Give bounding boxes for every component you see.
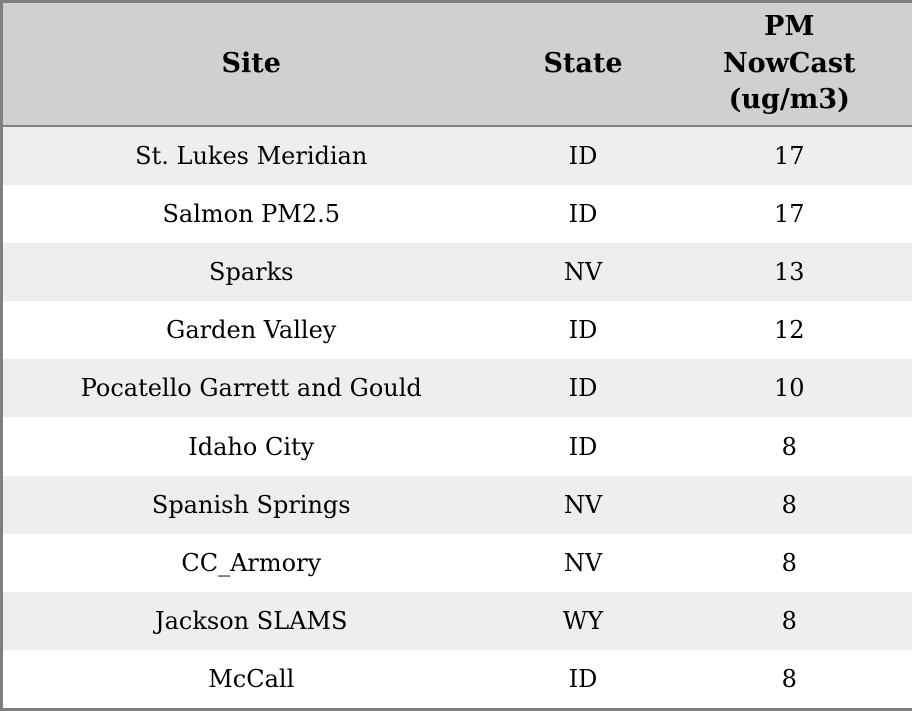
- pm-nowcast-cell: 8: [781, 606, 797, 635]
- site-cell: Sparks: [209, 258, 294, 287]
- table-row: [2, 243, 912, 301]
- pm-nowcast-cell: 17: [773, 200, 805, 229]
- state-cell: NV: [563, 548, 603, 577]
- header-row: [2, 2, 912, 127]
- state-cell: WY: [562, 606, 604, 635]
- table-row: [2, 359, 912, 417]
- pm-nowcast-cell: 8: [781, 548, 797, 577]
- site-cell: St. Lukes Meridian: [135, 142, 368, 171]
- pm-nowcast-cell: 17: [773, 142, 805, 171]
- state-cell: ID: [568, 664, 598, 693]
- table-row: [2, 650, 912, 710]
- table-header: [2, 2, 912, 127]
- table-row: [2, 301, 912, 359]
- table-row: [2, 417, 912, 475]
- state-cell: ID: [568, 374, 598, 403]
- site-cell: Idaho City: [188, 432, 315, 461]
- pm-nowcast-cell: 8: [781, 432, 797, 461]
- site-cell: Jackson SLAMS: [155, 606, 348, 635]
- header-pm-nowcast: [667, 2, 912, 127]
- table-row: [2, 126, 912, 185]
- state-cell: NV: [563, 490, 603, 519]
- site-cell: Pocatello Garrett and Gould: [80, 374, 422, 403]
- header-site: Site: [2, 2, 500, 127]
- state-cell: NV: [563, 258, 603, 287]
- state-cell: ID: [568, 142, 598, 171]
- state-cell: ID: [568, 432, 598, 461]
- site-cell: CC_Armory: [181, 548, 322, 577]
- pm-nowcast-cell: 8: [781, 664, 797, 693]
- pm-nowcast-cell: 13: [773, 258, 805, 287]
- site-cell: Garden Valley: [166, 316, 337, 345]
- state-cell: ID: [568, 200, 598, 229]
- table-row: [2, 476, 912, 534]
- table-row: [2, 592, 912, 650]
- pm-nowcast-cell: 8: [781, 490, 797, 519]
- table-row: [2, 185, 912, 243]
- site-cell: Spanish Springs: [151, 490, 351, 519]
- pm-nowcast-cell: 10: [773, 374, 805, 403]
- table-body: [2, 126, 912, 710]
- header-pm-nowcast-label: PM NowCast (ug/m3): [722, 11, 856, 116]
- header-state: State: [500, 2, 667, 127]
- state-cell: ID: [568, 316, 598, 345]
- site-cell: Salmon PM2.5: [162, 200, 341, 229]
- site-cell: McCall: [208, 664, 295, 693]
- pm-nowcast-cell: 12: [773, 316, 805, 345]
- table-row: [2, 534, 912, 592]
